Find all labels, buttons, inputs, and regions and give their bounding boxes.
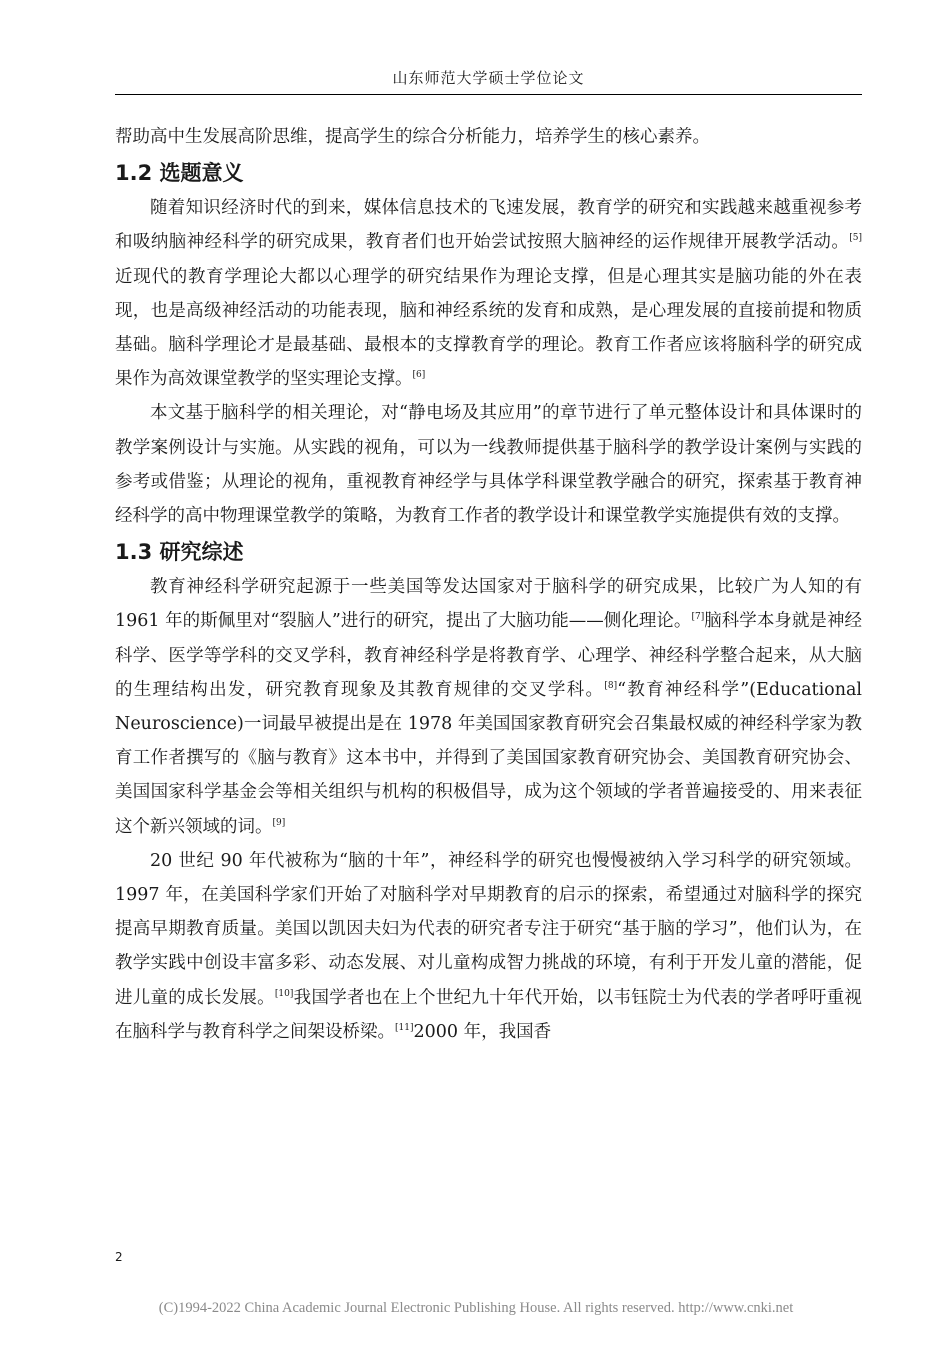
section-heading-1-3: 1.3 研究综述 [115, 540, 244, 565]
citation-ref[interactable]: [9] [272, 817, 286, 828]
paragraph-text: 随着知识经济时代的到来，媒体信息技术的飞速发展，教育学的研究和实践越来越重视参考和吸纳脑神经科学的研究成果，教育者们也开始尝试按照大脑神经的运作规律开展教学活动。 [115, 198, 862, 253]
paragraph-significance-2: 本文基于脑科学的相关理论，对“静电场及其应用”的章节进行了单元整体设计和具体课时的教学案例设计与实施。从实践的视角，可以为一线教师提供基于脑科学的教学设计案例与实践的参考或借鉴；从理论的视角，重视教育神经学与具体学科课堂教学融合的研究，探索基于教育神经科学的高中物理课堂教学的策略，为教育工作者的教学设计和课堂教学实施提供有效的支撑。 [115, 403, 862, 527]
paragraph-text: 脑科学本身就是神经科学、医学等学科的交叉学科，教育神经科学是将教育学、心理学、神经科学整合起来，从大脑的生理结构出发，研究教育现象及其教育规律的交叉学科。 [115, 611, 862, 700]
citation-ref[interactable]: [8] [604, 680, 618, 691]
paragraph-significance-1 [115, 191, 862, 396]
paragraph-review-2 [115, 844, 862, 1049]
citation-ref[interactable]: [11] [395, 1022, 414, 1033]
citation-ref[interactable]: [6] [412, 370, 426, 381]
paragraph-text: 教育神经科学研究起源于一些美国等发达国家对于脑科学的研究成果，比较广为人知的有 1961 年的斯佩里对“裂脑人”进行的研究，提出了大脑功能——侧化理论。 [115, 577, 862, 632]
copyright-footer: (C)1994-2022 China Academic Journal Electronic Publishing House. All rights reserved. http://www.cnki.net [158, 1300, 794, 1316]
running-header: 山东师范大学硕士学位论文 [392, 69, 585, 87]
section-heading-1-2: 1.2 选题意义 [115, 161, 244, 186]
citation-ref[interactable]: [10] [274, 988, 294, 999]
paragraph-text: 2000 年，我国香 [413, 1021, 552, 1042]
citation-ref[interactable]: [7] [691, 612, 705, 623]
paragraph-text: “教育神经科学”(Educational Neuroscience)一词最早被提出是在 1978 年美国国家教育研究会召集最权威的神经科学家为教育工作者撰写的《脑与教育》这本书中，并得到了美国国家教育研究协会、美国教育研究协会、美国国家科学基金会等相关组织与机构的积极倡导，成为这个领域的学者普遍接受的、用来表征这个新兴领域的词。 [115, 679, 863, 837]
paragraph-continuation: 帮助高中生发展高阶思维，提高学生的综合分析能力，培养学生的核心素养。 [115, 127, 710, 147]
paragraph-text: 近现代的教育学理论大都以心理学的研究结果作为理论支撑，但是心理其实是脑功能的外在表现，也是高级神经活动的功能表现，脑和神经系统的发育和成熟，是心理发展的直接前提和物质基础。脑科学理论才是最基础、最根本的支撑教育学的理论。教育工作者应该将脑科学的研究成果作为高效课堂教学的坚实理论支撑。 [115, 266, 862, 390]
header-divider [115, 94, 862, 95]
page-number: 2 [115, 1250, 123, 1264]
paragraph-text: 我国学者也在上个世纪九十年代开始，以韦钰院士为代表的学者呼吁重视在脑科学与教育科学之间架设桥梁。 [115, 987, 863, 1042]
paragraph-review-1 [115, 570, 862, 844]
paragraph-text: 20 世纪 90 年代被称为“脑的十年”，神经科学的研究也慢慢被纳入学习科学的研究领域。1997 年，在美国科学家们开始了对脑科学对早期教育的启示的探索，希望通过对脑科学的探究提高早期教育质量。美国以凯因夫妇为代表的研究者专注于研究“基于脑的学习”，他们认为，在教学实践中创设丰富多彩、动态发展、对儿童构成智力挑战的环境，有利于开发儿童的潜能，促进儿童的成长发展。 [115, 850, 862, 1008]
page-body [115, 120, 862, 1049]
citation-ref[interactable]: [5] [849, 233, 862, 244]
